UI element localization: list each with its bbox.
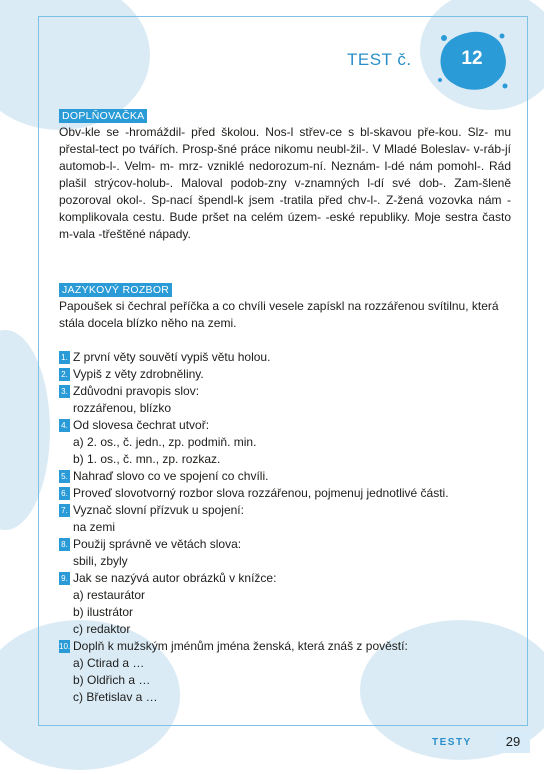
section-label-jazykovy-rozbor: JAZYKOVÝ ROZBOR	[59, 283, 172, 297]
question-number: 4.	[59, 419, 70, 432]
question-subitem: a) Ctirad a …	[73, 656, 145, 670]
section-label-doplnovacka: DOPLŇOVAČKA	[59, 109, 147, 123]
question-subitem: rozzářenou, blízko	[73, 401, 172, 415]
question-number: 1.	[59, 351, 70, 364]
question-list	[59, 349, 511, 706]
question-subitem: b) 1. os., č. mn., zp. rozkaz.	[73, 452, 221, 466]
question-text: Od slovesa čechrat utvoř:	[73, 418, 210, 432]
footer-section-label: TESTY	[432, 737, 472, 748]
question-subitem: na zemi	[73, 520, 116, 534]
question-item	[59, 417, 511, 468]
question-number: 2.	[59, 368, 70, 381]
question-text: Proveď slovotvorný rozbor slova rozzářenou, pojmenuj jednotlivé části.	[73, 486, 449, 500]
question-text: Jak se nazývá autor obrázků v knížce:	[73, 571, 277, 585]
question-number: 3.	[59, 385, 70, 398]
question-text: Vypiš z věty zdrobněliny.	[73, 367, 204, 381]
question-subitem: b) ilustrátor	[73, 605, 134, 619]
question-number: 10.	[59, 642, 71, 651]
question-subitem: c) Břetislav a …	[73, 690, 158, 704]
question-number: 6.	[59, 487, 70, 500]
page-number: 29	[496, 730, 530, 753]
analysis-sentence: Papoušek si čechral peříčka a co chvíli vesele zapískl na rozzářenou svítilnu, která stála docela blízko něho na zemi.	[59, 299, 499, 330]
test-title: TEST č.	[347, 50, 412, 69]
question-item	[59, 366, 511, 383]
question-number: 8.	[59, 538, 70, 551]
page-content	[59, 107, 511, 706]
question-item	[59, 502, 511, 536]
question-item	[59, 468, 511, 485]
question-text: Zdůvodni pravopis slov:	[73, 384, 200, 398]
question-text: Použij správně ve větách slova:	[73, 537, 242, 551]
question-number: 7.	[59, 504, 70, 517]
fill-in-paragraph: Obv-kle se -hromáždil- před školou. Nos-l střev-ce s bl-skavou pře-kou. Slz- mu přestal-tect po tvářích. Prosp-šné práce nikomu neubl-žil-. V Mladé Boleslav- v-ráb-jí automob-l-. Velm- m- mrz- vzniklé nedorozum-ní. Neznám- l-dé nám pomohl-. Rád plašil strýcov-holub-. Maloval podob-zny v-znamných l-dí své dob-. Zam-šleně pozoroval okol-. Sp-nací špendl-k jsem -tratila před chv-l-. Z-žená vozovka nám -komplikovala cestu. Bude pršet na celém územ- -eské republiky. Moje sestra často m-vala -třeštěné nápady.	[59, 125, 511, 241]
test-number-badge	[436, 28, 508, 94]
question-text: Nahraď slovo co ve spojení co chvíli.	[73, 469, 269, 483]
question-subitem: c) redaktor	[73, 622, 131, 636]
test-number: 12	[461, 48, 483, 69]
question-item	[59, 349, 511, 366]
question-number: 9.	[59, 572, 70, 585]
question-text: Doplň k mužským jménům jména ženská, která znáš z pověstí:	[73, 639, 408, 653]
question-subitem: sbili, zbyly	[73, 554, 128, 568]
question-subitem: a) 2. os., č. jedn., zp. podmiň. min.	[73, 435, 257, 449]
question-item	[59, 485, 511, 502]
question-text: Z první věty souvětí vypiš větu holou.	[73, 350, 271, 364]
question-item	[59, 536, 511, 570]
question-number: 5.	[59, 470, 70, 483]
question-item	[59, 638, 511, 706]
question-subitem: b) Oldřich a …	[73, 673, 151, 687]
question-subitem: a) restaurátor	[73, 588, 146, 602]
question-item	[59, 570, 511, 638]
question-item	[59, 383, 511, 417]
question-text: Vyznač slovní přízvuk u spojení:	[73, 503, 244, 517]
